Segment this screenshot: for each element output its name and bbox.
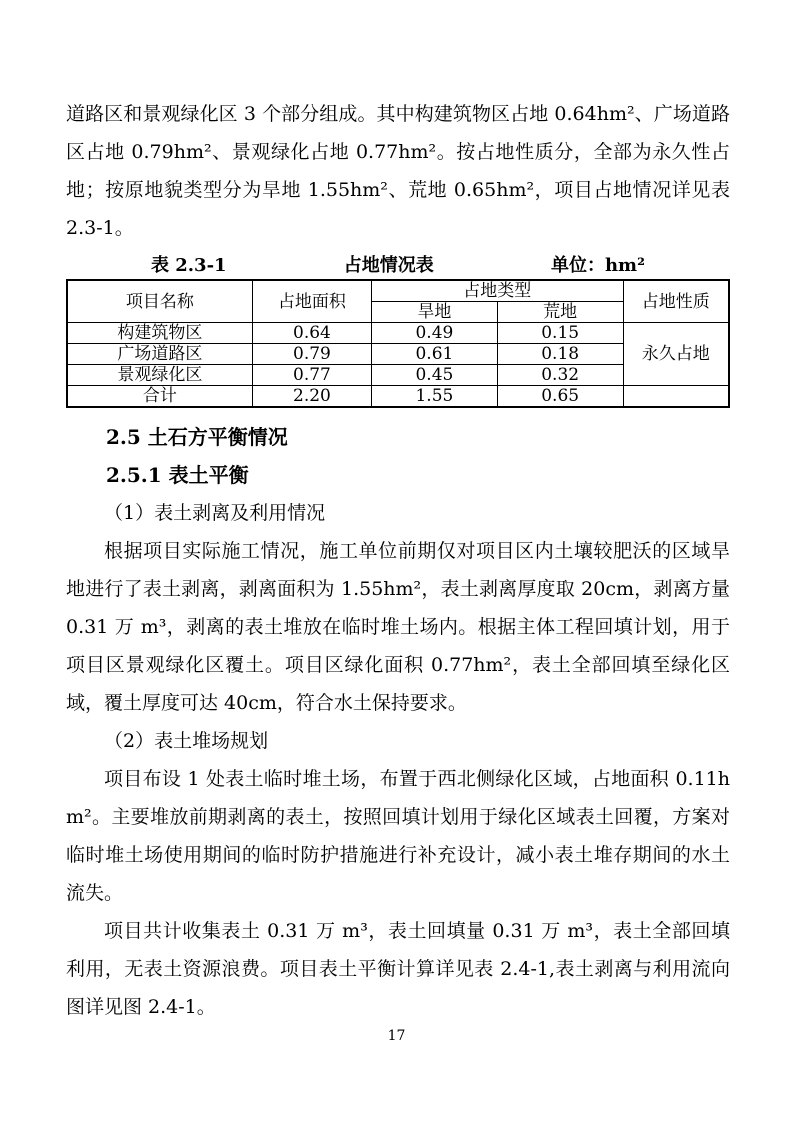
list-item-2: （2）表土堆场规划 <box>104 730 269 752</box>
header-dry-land: 旱地 <box>372 302 498 323</box>
paragraph-topsoil-balance: 项目共计收集表土 0.31 万 m³，表土回填量 0.31 万 m³，表土全部回填利用，无表土资源浪费。项目表土平衡计算详见表 2.4-1,表土剥离与利用流向图详见图 2.4-1。 <box>66 920 730 1018</box>
table-row-total <box>67 386 729 408</box>
table-caption-number: 表 2.3-1 <box>151 255 227 276</box>
cell-area: 0.64 <box>252 323 371 344</box>
cell-waste: 0.18 <box>497 344 623 365</box>
cell-name: 构建筑物区 <box>67 323 252 344</box>
table-caption-unit: 单位：hm² <box>550 255 645 276</box>
cell-waste: 0.65 <box>497 386 623 408</box>
list-item-1: （1）表土剥离及利用情况 <box>104 502 326 524</box>
paragraph-stockpile-plan: 项目布设 1 处表土临时堆土场，布置于西北侧绿化区域，占地面积 0.11hm²。主要堆放前期剥离的表土，按照回填计划用于绿化区域表土回覆，方案对临时堆土场使用期间的临时防护措施进行补充设计，减小表土堆存期间的水土流失。 <box>66 768 730 904</box>
cell-name: 景观绿化区 <box>67 365 252 386</box>
section-heading-2-5-1: 2.5.1 表土平衡 <box>106 463 249 487</box>
cell-name: 广场道路区 <box>67 344 252 365</box>
cell-name: 合计 <box>67 386 252 408</box>
cell-waste: 0.15 <box>497 323 623 344</box>
header-occupied-area: 占地面积 <box>252 280 371 323</box>
cell-area: 0.79 <box>252 344 371 365</box>
page-number: 17 <box>387 1028 406 1044</box>
cell-nature-empty <box>623 386 729 408</box>
cell-area: 2.20 <box>252 386 371 408</box>
table-header-row-1 <box>67 280 729 302</box>
cell-waste: 0.32 <box>497 365 623 386</box>
paragraph-topsoil-stripping: 根据项目实际施工情况，施工单位前期仅对项目区内土壤较肥沃的区域旱地进行了表土剥离，剥离面积为 1.55hm²，表土剥离厚度取 20cm，剥离方量 0.31 万 m³，剥离的表土堆放在临时堆土场内。根据主体工程回填计划，用于项目区景观绿化区覆土。项目区绿化面积 0.77hm²，表土全部回填至绿化区域，覆土厚度可达 40cm，符合水土保持要求。 <box>66 540 730 714</box>
paragraph-intro: 道路区和景观绿化区 3 个部分组成。其中构建筑物区占地 0.64hm²、广场道路区占地 0.79hm²、景观绿化占地 0.77hm²。按占地性质分，全部为永久性占地；按原地貌类型分为旱地 1.55hm²、荒地 0.65hm²，项目占地情况详见表 2.3-1。 <box>66 103 730 239</box>
header-waste-land: 荒地 <box>497 302 623 323</box>
header-land-nature: 占地性质 <box>623 280 729 323</box>
table-row-buildings <box>67 323 729 344</box>
header-land-type-group: 占地类型 <box>372 280 624 302</box>
cell-area: 0.77 <box>252 365 371 386</box>
table-caption <box>151 253 645 279</box>
cell-dry: 1.55 <box>372 386 498 408</box>
land-occupation-table <box>66 279 730 408</box>
cell-nature-merged: 永久占地 <box>623 323 729 386</box>
cell-dry: 0.45 <box>372 365 498 386</box>
section-heading-2-5: 2.5 土石方平衡情况 <box>106 425 288 449</box>
cell-dry: 0.49 <box>372 323 498 344</box>
header-project-name: 项目名称 <box>67 280 252 323</box>
cell-dry: 0.61 <box>372 344 498 365</box>
table-caption-title: 占地情况表 <box>343 255 434 276</box>
